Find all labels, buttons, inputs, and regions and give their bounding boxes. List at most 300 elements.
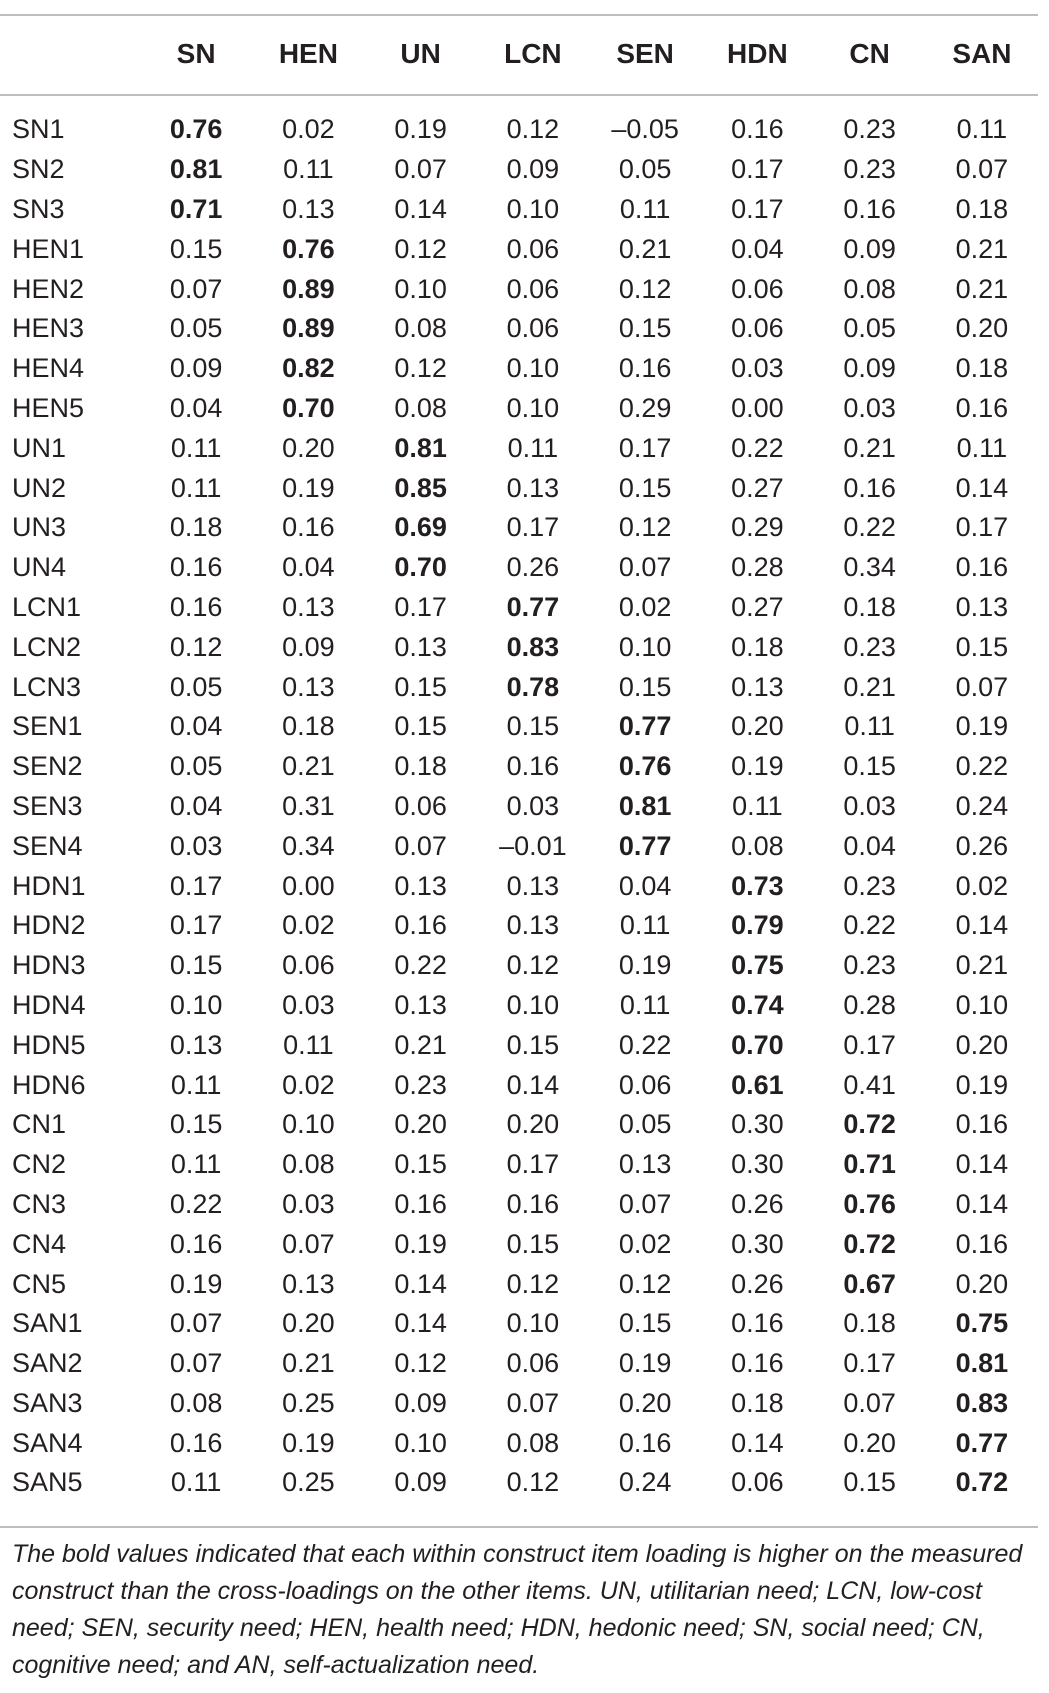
loading-cell: 0.19 <box>394 114 447 145</box>
loading-value-bold: 0.72 <box>955 1467 1009 1498</box>
loading-cell: 0.20 <box>282 432 335 463</box>
loading-cell-bold <box>252 349 364 389</box>
loading-cell: 0.27 <box>731 591 784 622</box>
loading-value-bold: 0.75 <box>731 950 784 981</box>
loading-cell: 0.10 <box>394 273 447 304</box>
loading-cell: 0.20 <box>506 1109 560 1140</box>
loading-cell: 0.19 <box>282 1427 335 1458</box>
loading-cell: 0.06 <box>731 313 784 344</box>
loading-value-bold: 0.72 <box>843 1228 896 1259</box>
table-row <box>0 150 1038 190</box>
loading-value-bold: 0.82 <box>282 353 335 384</box>
loading-cell: 0.13 <box>955 591 1009 622</box>
loading-cell: 0.11 <box>507 432 559 463</box>
loading-value-bold: 0.81 <box>394 432 447 463</box>
loading-cell-bold <box>814 1224 926 1264</box>
table-header-row <box>0 0 1038 96</box>
loading-cell: 0.16 <box>282 512 335 543</box>
loading-cell: 0.12 <box>506 950 560 981</box>
row-label: HDN1 <box>12 870 86 901</box>
bottom-rule <box>0 1526 1038 1528</box>
row-label: CN5 <box>12 1268 67 1299</box>
loading-value-bold: 0.72 <box>843 1109 896 1140</box>
loading-cell: 0.20 <box>618 1387 672 1418</box>
loading-cell: 0.06 <box>394 790 447 821</box>
loading-cell: 0.29 <box>731 512 784 543</box>
row-label: SN1 <box>12 114 65 145</box>
table-row <box>0 866 1038 906</box>
loading-cell: 0.11 <box>619 193 671 224</box>
table-row <box>0 1224 1038 1264</box>
loading-cell-bold <box>140 190 252 230</box>
loading-value-bold: 0.73 <box>731 870 784 901</box>
loading-value-bold: 0.71 <box>169 193 223 224</box>
loading-cell: 0.03 <box>506 790 560 821</box>
loading-value-bold: 0.83 <box>506 631 560 662</box>
loading-cell: 0.15 <box>169 233 223 264</box>
table-row <box>0 428 1038 468</box>
loading-cell: 0.03 <box>731 353 784 384</box>
loading-cell: 0.08 <box>394 392 447 423</box>
table-row <box>0 747 1038 787</box>
loading-value-bold: 0.76 <box>169 114 223 145</box>
loading-cell: 0.22 <box>843 512 896 543</box>
loading-cell: 0.10 <box>618 631 672 662</box>
loading-value-bold: 0.77 <box>955 1427 1009 1458</box>
loading-value-bold: 0.76 <box>618 751 672 782</box>
loading-cell-bold <box>701 1065 813 1105</box>
loading-cell: 0.06 <box>506 273 560 304</box>
loading-cell: 0.30 <box>731 1149 784 1180</box>
loading-cell: 0.11 <box>732 790 783 821</box>
loading-cell-bold <box>589 747 701 787</box>
loading-cell: 0.12 <box>618 1268 672 1299</box>
loading-cell: 0.24 <box>955 790 1009 821</box>
loading-cell: 0.09 <box>394 1387 447 1418</box>
header-cell-hen: HEN <box>278 38 338 69</box>
loading-cell: 0.14 <box>394 193 447 224</box>
loading-cell: 0.17 <box>506 512 560 543</box>
table-row <box>0 229 1038 269</box>
row-label: SEN4 <box>12 830 83 861</box>
loading-cell: 0.06 <box>618 1069 672 1100</box>
loading-value-bold: 0.69 <box>394 512 447 543</box>
loading-cell-bold <box>365 428 477 468</box>
row-label: HDN3 <box>12 950 86 981</box>
table-row <box>0 1344 1038 1384</box>
loading-cell-bold <box>252 389 364 429</box>
loading-cell: 0.10 <box>955 989 1009 1020</box>
loading-cell: 0.15 <box>394 671 447 702</box>
loading-cell: 0.21 <box>282 1348 335 1379</box>
loading-cell: –0.05 <box>611 114 679 145</box>
loading-cell: 0.14 <box>955 1188 1009 1219</box>
table-row <box>0 627 1038 667</box>
table-row <box>0 707 1038 747</box>
loading-value-bold: 0.70 <box>394 552 447 583</box>
loading-cell: 0.30 <box>731 1109 784 1140</box>
loading-cell: 0.12 <box>506 1467 560 1498</box>
loading-cell: 0.16 <box>506 751 560 782</box>
table-row <box>0 826 1038 866</box>
loading-cell: 0.12 <box>618 512 672 543</box>
loading-cell-bold <box>477 627 589 667</box>
table-row <box>0 548 1038 588</box>
loading-cell: 0.11 <box>844 711 895 742</box>
loading-cell-bold <box>140 150 252 190</box>
loading-cell: 0.18 <box>731 631 784 662</box>
table-row <box>0 269 1038 309</box>
loading-cell: 0.11 <box>619 910 671 941</box>
loading-cell: 0.16 <box>394 1188 447 1219</box>
table-row <box>0 1185 1038 1225</box>
row-label: SAN5 <box>12 1467 83 1498</box>
row-label: HDN4 <box>12 989 86 1020</box>
loading-cell: 0.13 <box>731 671 784 702</box>
loading-cell: 0.19 <box>955 1069 1009 1100</box>
row-label: SN2 <box>12 154 65 185</box>
loading-cell: 0.04 <box>731 233 784 264</box>
loading-cell: 0.15 <box>618 671 672 702</box>
loading-cell: 0.16 <box>731 1348 784 1379</box>
loading-cell: 0.09 <box>506 154 560 185</box>
table-row <box>0 1384 1038 1424</box>
loading-cell-bold <box>701 986 813 1026</box>
loading-cell: 0.04 <box>169 790 223 821</box>
table-row <box>0 1423 1038 1463</box>
loading-cell: 0.15 <box>169 950 223 981</box>
loading-cell: 0.27 <box>731 472 784 503</box>
loading-cell-bold <box>926 1304 1038 1344</box>
loading-cell: 0.19 <box>955 711 1009 742</box>
loading-cell: 0.07 <box>282 1228 335 1259</box>
loading-value-bold: 0.76 <box>282 233 335 264</box>
loading-cell: 0.17 <box>169 870 223 901</box>
header-cell-cn: CN <box>849 38 890 69</box>
loading-cell: 0.28 <box>843 989 896 1020</box>
loading-cell: 0.13 <box>618 1149 672 1180</box>
loading-cell: 0.10 <box>506 392 560 423</box>
loading-value-bold: 0.81 <box>169 154 223 185</box>
loading-cell: 0.16 <box>169 552 223 583</box>
loading-cell: 0.12 <box>394 1348 447 1379</box>
table-row <box>0 1463 1038 1503</box>
loading-cell: 0.05 <box>169 751 223 782</box>
loading-value-bold: 0.81 <box>955 1348 1009 1379</box>
table-row <box>0 96 1038 150</box>
loading-cell: 0.02 <box>282 1069 335 1100</box>
loading-cell: 0.26 <box>731 1268 784 1299</box>
loading-cell: 0.02 <box>618 1228 672 1259</box>
loading-value-bold: 0.89 <box>282 273 335 304</box>
loading-cell: 0.08 <box>282 1149 335 1180</box>
row-label: SAN2 <box>12 1348 83 1379</box>
loading-cell-bold <box>365 508 477 548</box>
loading-cell: 0.24 <box>618 1467 672 1498</box>
loading-cell-bold <box>365 548 477 588</box>
loading-cell: 0.20 <box>955 313 1009 344</box>
loading-cell: 0.22 <box>169 1188 223 1219</box>
loading-cell: 0.14 <box>955 1149 1009 1180</box>
loading-cell: 0.07 <box>618 552 672 583</box>
loading-cell: 0.17 <box>731 193 784 224</box>
row-label: UN1 <box>12 432 67 463</box>
loading-cell: 0.13 <box>169 1029 223 1060</box>
loading-cell-bold <box>252 269 364 309</box>
loading-cell: 0.10 <box>506 989 560 1020</box>
loading-cell: 0.09 <box>394 1467 447 1498</box>
loading-cell: 0.23 <box>843 154 896 185</box>
loading-cell: 0.21 <box>618 233 672 264</box>
loading-cell: 0.05 <box>618 1109 672 1140</box>
loading-cell: 0.25 <box>282 1387 335 1418</box>
loading-cell: 0.10 <box>506 353 560 384</box>
loading-cell: 0.15 <box>843 1467 896 1498</box>
loading-cell: 0.13 <box>394 989 447 1020</box>
loading-cell: 0.09 <box>169 353 223 384</box>
loading-cell: 0.14 <box>955 472 1009 503</box>
loading-cell-bold <box>926 1344 1038 1384</box>
loading-cell: 0.16 <box>618 1427 672 1458</box>
loading-cell: 0.23 <box>843 950 896 981</box>
table-row <box>0 588 1038 628</box>
loading-cell: 0.12 <box>394 233 447 264</box>
loading-cell: 0.15 <box>169 1109 223 1140</box>
loading-cell: 0.07 <box>955 154 1009 185</box>
loading-cell: 0.12 <box>618 273 672 304</box>
loading-cell: 0.10 <box>282 1109 335 1140</box>
loading-cell: 0.23 <box>394 1069 447 1100</box>
table-row <box>0 946 1038 986</box>
loading-cell: 0.13 <box>394 870 447 901</box>
loading-cell: 0.06 <box>506 313 560 344</box>
loading-cell: 0.03 <box>282 989 335 1020</box>
row-label: SAN1 <box>12 1308 83 1339</box>
loading-cell: 0.04 <box>282 552 335 583</box>
table-row <box>0 309 1038 349</box>
table-row <box>0 190 1038 230</box>
loading-cell: 0.17 <box>843 1348 896 1379</box>
header-cell-san: SAN <box>952 38 1012 69</box>
loading-cell: 0.11 <box>170 432 222 463</box>
header-cell-item <box>0 0 140 96</box>
loading-cell: 0.17 <box>955 512 1009 543</box>
loading-cell: 0.03 <box>169 830 223 861</box>
loading-cell: 0.18 <box>955 353 1009 384</box>
loading-cell-bold <box>814 1264 926 1304</box>
loading-cell: 0.04 <box>618 870 672 901</box>
loading-cell: 0.12 <box>169 631 223 662</box>
table-row <box>0 1145 1038 1185</box>
loading-cell: 0.14 <box>955 910 1009 941</box>
loading-cell: 0.11 <box>170 472 222 503</box>
loading-cell: 0.07 <box>394 830 447 861</box>
row-label: SEN2 <box>12 751 83 782</box>
loading-cell-bold <box>589 826 701 866</box>
loading-cell: 0.06 <box>506 233 560 264</box>
loading-cell: 0.19 <box>169 1268 223 1299</box>
loading-cell: 0.07 <box>169 273 223 304</box>
row-label: CN4 <box>12 1228 67 1259</box>
loading-cell: 0.13 <box>282 591 335 622</box>
loading-cell: 0.05 <box>169 671 223 702</box>
loading-cell: 0.19 <box>618 950 672 981</box>
loading-value-bold: 0.89 <box>282 313 335 344</box>
loading-cell: 0.15 <box>618 1308 672 1339</box>
loading-cell-bold <box>252 309 364 349</box>
table-row <box>0 1105 1038 1145</box>
loading-cell: –0.01 <box>499 830 567 861</box>
loading-cell-bold <box>926 1384 1038 1424</box>
loading-cell-bold <box>477 588 589 628</box>
table-row <box>0 508 1038 548</box>
loading-cell: 0.15 <box>394 711 447 742</box>
loading-value-bold: 0.70 <box>282 392 335 423</box>
loading-cell: 0.16 <box>843 472 896 503</box>
loading-cell: 0.16 <box>955 1109 1009 1140</box>
loading-cell: 0.09 <box>843 233 896 264</box>
loading-cell: 0.18 <box>394 751 447 782</box>
loading-cell: 0.07 <box>394 154 447 185</box>
loading-cell: 0.04 <box>169 392 223 423</box>
row-label: LCN2 <box>12 631 82 662</box>
loading-cell: 0.02 <box>618 591 672 622</box>
loading-cell: 0.08 <box>843 273 896 304</box>
loading-cell: 0.16 <box>506 1188 560 1219</box>
table-row <box>0 1264 1038 1304</box>
loading-cell: 0.21 <box>955 273 1009 304</box>
table-body <box>0 96 1038 1503</box>
loading-cell: 0.06 <box>731 1467 784 1498</box>
loading-cell: 0.15 <box>506 1228 560 1259</box>
row-label: CN1 <box>12 1109 67 1140</box>
loading-cell-bold <box>701 1025 813 1065</box>
loading-cell: 0.04 <box>843 830 896 861</box>
loading-cell: 0.18 <box>843 1308 896 1339</box>
table-row <box>0 1304 1038 1344</box>
loading-cell: 0.18 <box>282 711 335 742</box>
loading-cell: 0.10 <box>169 989 223 1020</box>
loading-cell: 0.12 <box>506 114 560 145</box>
loading-value-bold: 0.83 <box>955 1387 1009 1418</box>
loading-cell: 0.16 <box>169 591 223 622</box>
loading-cell: 0.34 <box>843 552 896 583</box>
loading-cell: 0.09 <box>282 631 335 662</box>
loading-cell: 0.11 <box>956 114 1008 145</box>
loading-cell: 0.26 <box>506 552 560 583</box>
loading-cell: 0.17 <box>506 1149 560 1180</box>
loading-cell-bold <box>140 96 252 150</box>
loading-value-bold: 0.85 <box>394 472 447 503</box>
table-row <box>0 986 1038 1026</box>
table-row <box>0 468 1038 508</box>
loading-cell: 0.16 <box>955 1228 1009 1259</box>
loading-cell: 0.26 <box>731 1188 784 1219</box>
loading-cell: 0.13 <box>282 1268 335 1299</box>
loading-cell: 0.10 <box>506 1308 560 1339</box>
loading-cell: 0.21 <box>843 432 896 463</box>
loading-cell: 0.16 <box>169 1427 223 1458</box>
loading-cell: 0.19 <box>731 751 784 782</box>
loading-cell: 0.14 <box>506 1069 560 1100</box>
table-row <box>0 389 1038 429</box>
table-row <box>0 1065 1038 1105</box>
loading-cell: 0.05 <box>843 313 896 344</box>
loading-cell: 0.11 <box>283 154 334 185</box>
loading-value-bold: 0.75 <box>955 1308 1009 1339</box>
row-label: HDN5 <box>12 1029 86 1060</box>
loading-cell: 0.07 <box>506 1387 560 1418</box>
loading-value-bold: 0.77 <box>618 711 672 742</box>
row-label: UN2 <box>12 472 67 503</box>
loading-cell: 0.07 <box>169 1348 223 1379</box>
loading-cell: 0.05 <box>169 313 223 344</box>
loading-cell: 0.15 <box>618 313 672 344</box>
row-label: CN2 <box>12 1149 67 1180</box>
loading-cell: 0.12 <box>506 1268 560 1299</box>
loading-cell: 0.03 <box>843 790 896 821</box>
loading-cell: 0.02 <box>282 114 335 145</box>
loading-cell: 0.23 <box>843 870 896 901</box>
row-label: SAN4 <box>12 1427 83 1458</box>
row-label: LCN3 <box>12 671 82 702</box>
loading-cell: 0.13 <box>282 671 335 702</box>
loading-cell: 0.13 <box>282 193 335 224</box>
loading-cell: 0.08 <box>394 313 447 344</box>
loading-cell: 0.21 <box>955 233 1009 264</box>
row-label: HEN3 <box>12 313 85 344</box>
loading-cell: 0.16 <box>955 552 1009 583</box>
loading-cell: 0.13 <box>394 631 447 662</box>
loading-cell: 0.23 <box>843 114 896 145</box>
row-label: LCN1 <box>12 591 82 622</box>
loading-cell: 0.07 <box>955 671 1009 702</box>
loading-cell: 0.13 <box>506 910 560 941</box>
loading-value-bold: 0.67 <box>843 1268 896 1299</box>
header-cell-lcn: LCN <box>504 38 562 69</box>
row-label: SEN1 <box>12 711 83 742</box>
loading-value-bold: 0.77 <box>506 591 560 622</box>
table-row <box>0 349 1038 389</box>
row-label: HEN4 <box>12 353 85 384</box>
loading-cell: 0.28 <box>731 552 784 583</box>
loading-cell: 0.25 <box>282 1467 335 1498</box>
loading-cell: 0.05 <box>618 154 672 185</box>
loading-cell: 0.31 <box>282 790 335 821</box>
row-label: CN3 <box>12 1188 67 1219</box>
loading-cell: 0.20 <box>282 1308 335 1339</box>
loading-cell: 0.19 <box>618 1348 672 1379</box>
loading-cell: 0.18 <box>843 591 896 622</box>
loading-cell: 0.41 <box>843 1069 896 1100</box>
loading-value-bold: 0.76 <box>843 1188 896 1219</box>
loading-value-bold: 0.74 <box>731 989 784 1020</box>
loading-value-bold: 0.81 <box>618 790 672 821</box>
loading-cell: 0.30 <box>731 1228 784 1259</box>
loading-cell: 0.21 <box>282 751 335 782</box>
table-row <box>0 1025 1038 1065</box>
loading-value-bold: 0.61 <box>731 1069 784 1100</box>
row-label: HDN6 <box>12 1069 86 1100</box>
loading-cell: 0.26 <box>955 830 1009 861</box>
loading-cell: 0.15 <box>618 472 672 503</box>
table-row <box>0 906 1038 946</box>
loading-cell: 0.09 <box>843 353 896 384</box>
loading-cell: 0.18 <box>731 1387 784 1418</box>
row-label: HEN1 <box>12 233 85 264</box>
table-footnote: The bold values indicated that each within construct item loading is higher on the measured construct than the cross-loadings on the other items. UN, utilitarian need; LCN, low-cost need; SEN, security need; HEN, health need; HDN, hedonic need; SN, social need; CN, cognitive need; and AN, self-actualization need. <box>12 1540 1023 1679</box>
loading-cell: 0.06 <box>282 950 335 981</box>
